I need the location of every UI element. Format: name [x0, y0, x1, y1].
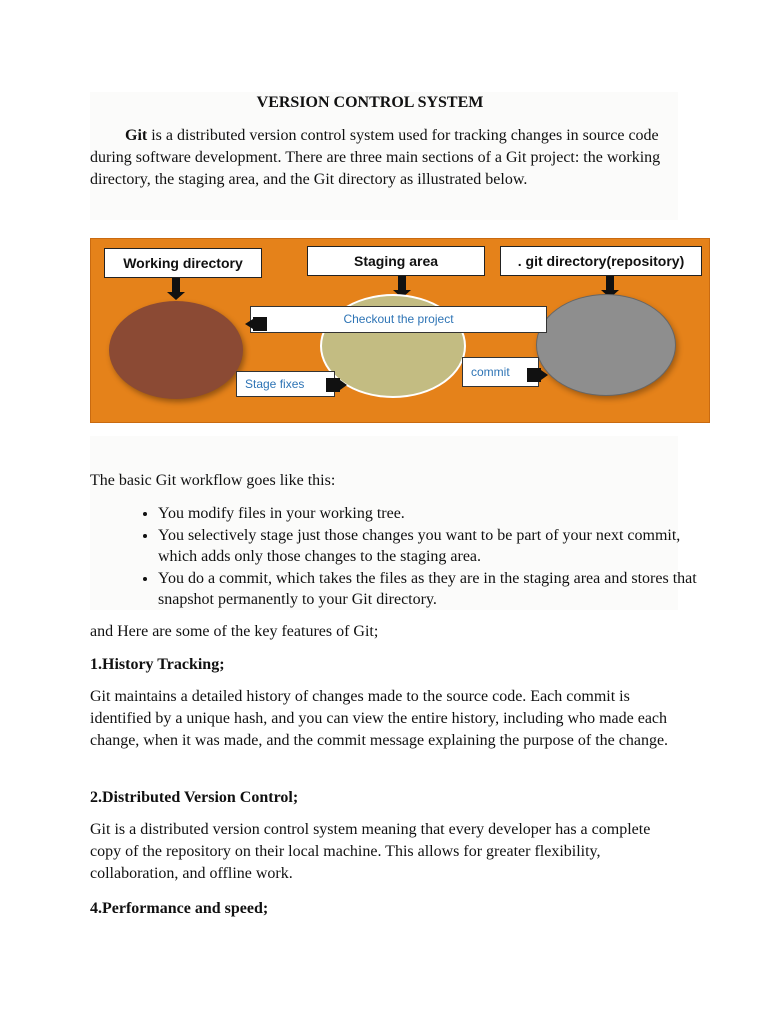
intro-paragraph: [90, 125, 682, 191]
feature-body: Git maintains a detailed history of changes made to the source code. Each commit is identified by a unique hash, and you can view the entire history, including who made each change, when it was made, and the commit message explaining the purpose of the change.: [90, 688, 669, 749]
feature-heading: 1.History Tracking;: [90, 656, 225, 673]
workflow-intro: The basic Git workflow goes like this:: [90, 472, 336, 489]
down-arrow-icon: [606, 276, 614, 290]
workflow-list: [118, 503, 720, 611]
features-intro: and Here are some of the key features of Git;: [90, 623, 379, 640]
down-arrow-icon: [398, 276, 406, 290]
list-item: • You do a commit, which takes the files as they are in the staging area and stores that snapshot permanently to your Git directory.: [158, 568, 720, 611]
feature-heading: 2.Distributed Version Control;: [90, 789, 299, 806]
stage-fixes-label: Stage fixes: [236, 371, 335, 397]
checkout-project-label: Checkout the project: [250, 306, 547, 333]
right-arrow-icon: [527, 368, 541, 382]
working-directory-ellipse: [109, 301, 243, 399]
right-arrow-icon: [326, 378, 340, 392]
feature-body: Git is a distributed version control system meaning that every developer has a complete copy of the repository on their local machine. This allows for greater flexibility, collaboration, and offline work.: [90, 821, 651, 882]
git-directory-label: . git directory(repository): [500, 246, 702, 276]
git-sections-diagram: [90, 238, 710, 423]
intro-bold-git: Git: [125, 127, 148, 144]
down-arrow-icon: [172, 278, 180, 292]
left-arrow-icon: [253, 317, 267, 331]
list-item: • You modify files in your working tree.: [158, 503, 720, 525]
staging-area-label: Staging area: [307, 246, 485, 276]
page-title: VERSION CONTROL SYSTEM: [256, 94, 484, 111]
commit-label: commit: [462, 357, 539, 387]
working-directory-label: Working directory: [104, 248, 262, 278]
feature-heading: 4.Performance and speed;: [90, 900, 269, 917]
list-item: • You selectively stage just those changes you want to be part of your next commit, which adds only those changes to the staging area.: [158, 525, 720, 568]
intro-text: is a distributed version control system used for tracking changes in source code during software development. There are three main sections of a Git project: the working directory, the staging area, and the Git directory as illustrated below.: [90, 127, 661, 188]
git-directory-ellipse: [536, 294, 676, 396]
